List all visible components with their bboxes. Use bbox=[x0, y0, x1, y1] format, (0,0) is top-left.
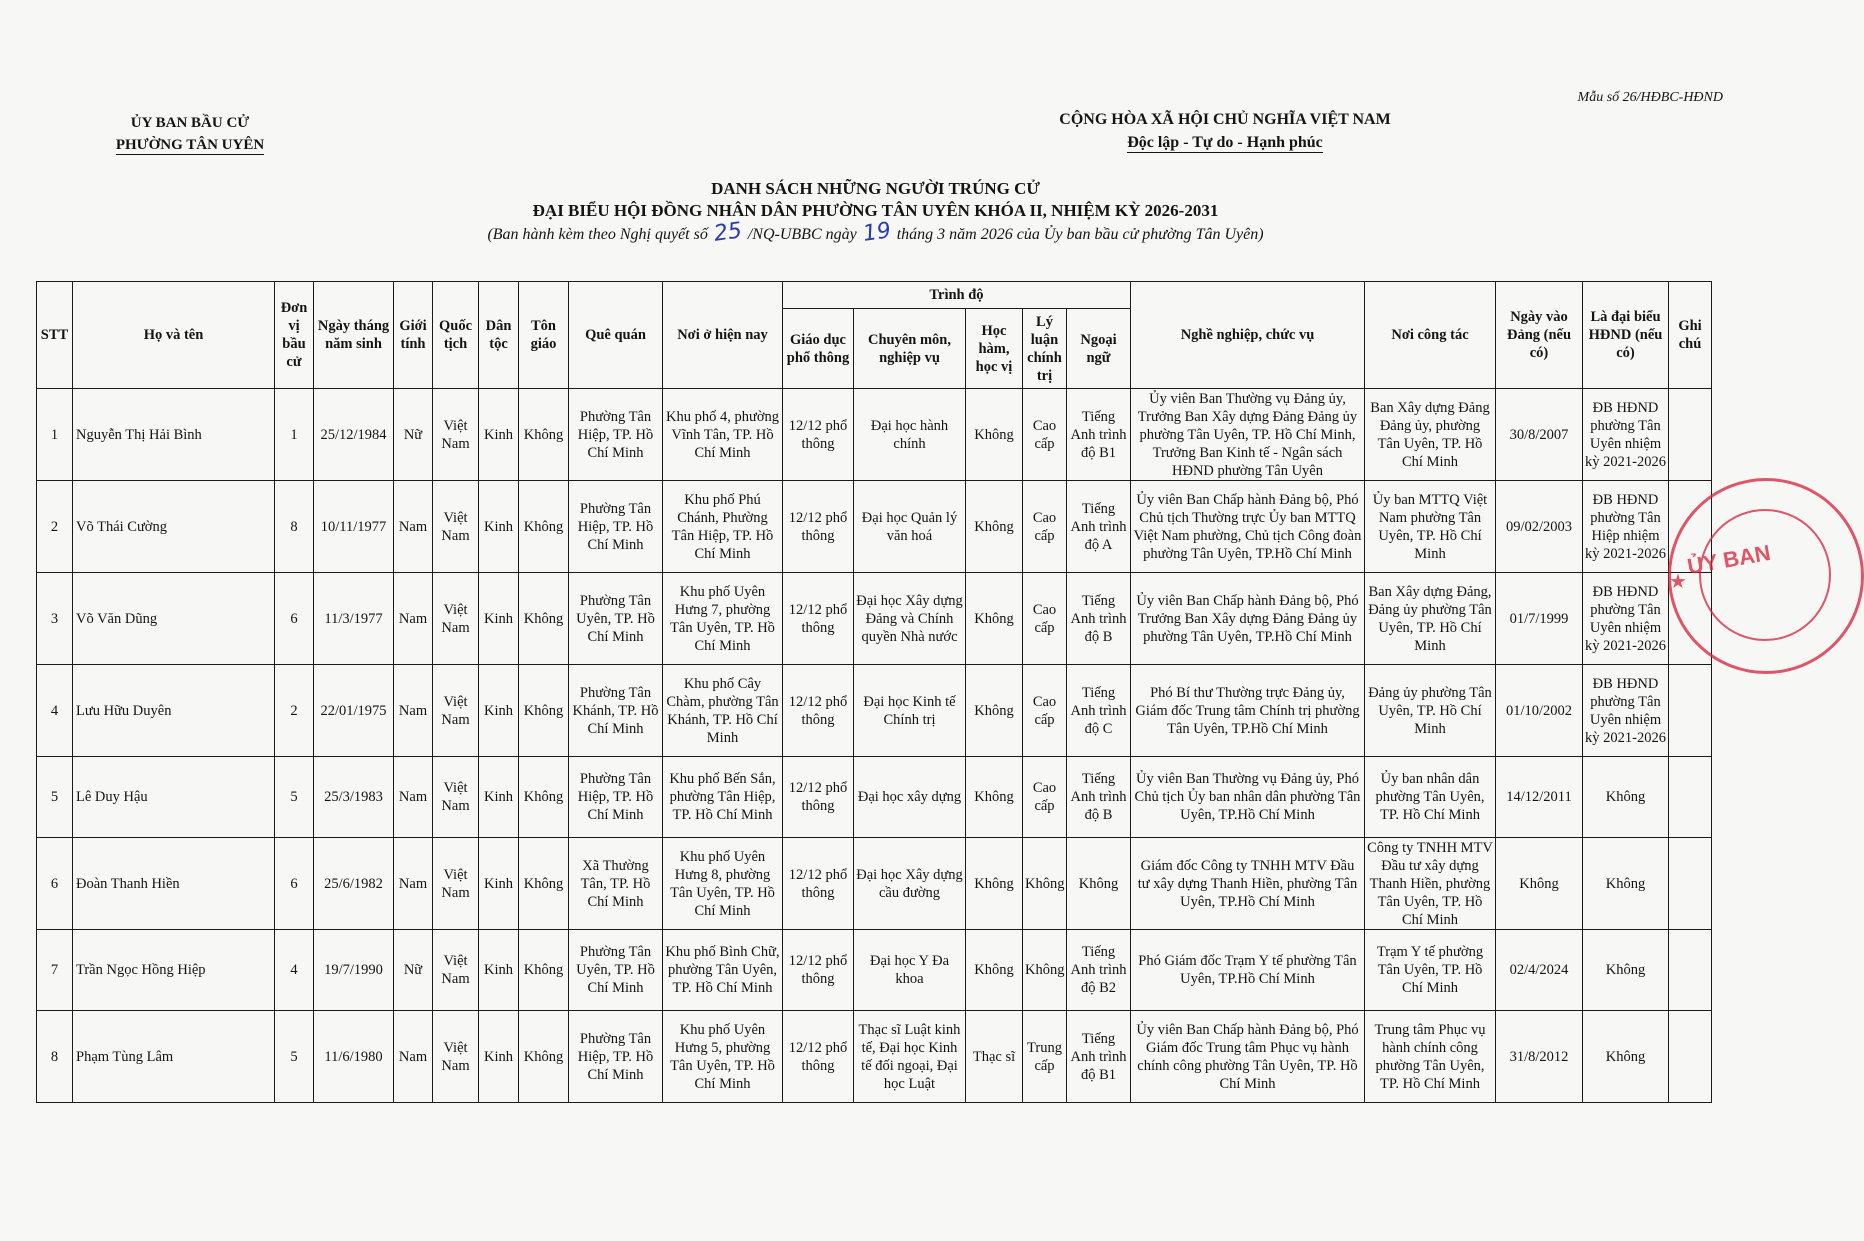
cell-party-date: Không bbox=[1496, 838, 1583, 930]
cell-political: Cao cấp bbox=[1023, 389, 1067, 481]
cell-religion: Không bbox=[519, 389, 569, 481]
cell-residence: Khu phố 4, phường Vĩnh Tân, TP. Hồ Chí Minh bbox=[663, 389, 783, 481]
cell-stt: 7 bbox=[37, 930, 73, 1011]
cell-general-edu: 12/12 phổ thông bbox=[783, 665, 854, 757]
header-stt: STT bbox=[37, 282, 73, 389]
title-line3-mid: /NQ-UBBC ngày bbox=[747, 226, 857, 243]
cell-residence: Khu phố Bến Sắn, phường Tân Hiệp, TP. Hồ Chí Minh bbox=[663, 757, 783, 838]
cell-language: Tiếng Anh trình độ B bbox=[1067, 757, 1131, 838]
cell-specialty: Đại học Y Đa khoa bbox=[854, 930, 966, 1011]
official-seal bbox=[1668, 478, 1864, 674]
cell-dob: 25/3/1983 bbox=[314, 757, 394, 838]
header-row-1 bbox=[37, 282, 1712, 309]
cell-note bbox=[1669, 1011, 1712, 1103]
cell-workplace: Ủy ban nhân dân phường Tân Uyên, TP. Hồ Chí Minh bbox=[1365, 757, 1496, 838]
cell-religion: Không bbox=[519, 1011, 569, 1103]
cell-gender: Nam bbox=[394, 573, 433, 665]
cell-is-delegate: Không bbox=[1583, 838, 1669, 930]
cell-workplace: Ủy ban MTTQ Việt Nam phường Tân Uyên, TP. Hồ Chí Minh bbox=[1365, 481, 1496, 573]
cell-is-delegate: ĐB HĐND phường Tân Uyên nhiệm kỳ 2021-2026 bbox=[1583, 573, 1669, 665]
cell-occupation: Ủy viên Ban Chấp hành Đảng bộ, Phó Giám đốc Trung tâm Phục vụ hành chính công phường Tân Uyên, TP. Hồ Chí Minh bbox=[1131, 1011, 1365, 1103]
table-row bbox=[37, 930, 1712, 1011]
table-row bbox=[37, 389, 1712, 481]
cell-degree: Không bbox=[966, 930, 1023, 1011]
header-workplace: Nơi công tác bbox=[1365, 282, 1496, 389]
cell-general-edu: 12/12 phổ thông bbox=[783, 481, 854, 573]
table-row bbox=[37, 838, 1712, 930]
cell-ethnicity: Kinh bbox=[479, 573, 519, 665]
cell-specialty: Đại học xây dựng bbox=[854, 757, 966, 838]
cell-gender: Nữ bbox=[394, 389, 433, 481]
cell-degree: Thạc sĩ bbox=[966, 1011, 1023, 1103]
cell-dob: 19/7/1990 bbox=[314, 930, 394, 1011]
cell-degree: Không bbox=[966, 665, 1023, 757]
cell-gender: Nam bbox=[394, 838, 433, 930]
candidates-table bbox=[36, 281, 1712, 1103]
cell-is-delegate: Không bbox=[1583, 1011, 1669, 1103]
cell-gender: Nam bbox=[394, 1011, 433, 1103]
cell-nationality: Việt Nam bbox=[433, 838, 479, 930]
cell-gender: Nữ bbox=[394, 930, 433, 1011]
cell-name: Phạm Tùng Lâm bbox=[73, 1011, 275, 1103]
cell-degree: Không bbox=[966, 389, 1023, 481]
cell-dob: 25/12/1984 bbox=[314, 389, 394, 481]
header-occupation: Nghề nghiệp, chức vụ bbox=[1131, 282, 1365, 389]
cell-nationality: Việt Nam bbox=[433, 665, 479, 757]
cell-nationality: Việt Nam bbox=[433, 573, 479, 665]
cell-unit: 4 bbox=[275, 930, 314, 1011]
cell-specialty: Đại học Xây dựng Đảng và Chính quyền Nhà nước bbox=[854, 573, 966, 665]
nation-line2: Độc lập - Tự do - Hạnh phúc bbox=[1127, 134, 1323, 151]
cell-unit: 5 bbox=[275, 757, 314, 838]
cell-occupation: Ủy viên Ban Chấp hành Đảng bộ, Phó Chủ tịch Thường trực Ủy ban MTTQ Việt Nam phường, Chủ tịch Công đoàn phường Tân Uyên, TP.Hồ Chí Minh bbox=[1131, 481, 1365, 573]
cell-specialty: Đại học Kinh tế Chính trị bbox=[854, 665, 966, 757]
cell-hometown: Phường Tân Hiệp, TP. Hồ Chí Minh bbox=[569, 1011, 663, 1103]
agency-line2: PHƯỜNG TÂN UYÊN bbox=[115, 137, 265, 153]
form-number: Mẫu số 26/HĐBC-HĐND bbox=[1577, 90, 1723, 105]
cell-party-date: 02/4/2024 bbox=[1496, 930, 1583, 1011]
cell-stt: 1 bbox=[37, 389, 73, 481]
cell-language: Tiếng Anh trình độ B2 bbox=[1067, 930, 1131, 1011]
cell-workplace: Ban Xây dựng Đảng, Đảng ủy phường Tân Uyên, TP. Hồ Chí Minh bbox=[1365, 573, 1496, 665]
cell-residence: Khu phố Uyên Hưng 7, phường Tân Uyên, TP. Hồ Chí Minh bbox=[663, 573, 783, 665]
cell-hometown: Phường Tân Uyên, TP. Hồ Chí Minh bbox=[569, 573, 663, 665]
cell-religion: Không bbox=[519, 838, 569, 930]
cell-unit: 6 bbox=[275, 573, 314, 665]
cell-dob: 22/01/1975 bbox=[314, 665, 394, 757]
cell-workplace: Trạm Y tế phường Tân Uyên, TP. Hồ Chí Minh bbox=[1365, 930, 1496, 1011]
cell-is-delegate: ĐB HĐND phường Tân Uyên nhiệm kỳ 2021-2026 bbox=[1583, 665, 1669, 757]
title-line3-prefix: (Ban hành kèm theo Nghị quyết số bbox=[487, 226, 708, 243]
cell-unit: 1 bbox=[275, 389, 314, 481]
header-degree: Học hàm, học vị bbox=[966, 309, 1023, 389]
cell-name: Võ Văn Dũng bbox=[73, 573, 275, 665]
cell-ethnicity: Kinh bbox=[479, 665, 519, 757]
cell-ethnicity: Kinh bbox=[479, 481, 519, 573]
cell-gender: Nam bbox=[394, 757, 433, 838]
header-name: Họ và tên bbox=[73, 282, 275, 389]
cell-language: Không bbox=[1067, 838, 1131, 930]
seal-inner-ring bbox=[1699, 509, 1831, 641]
cell-nationality: Việt Nam bbox=[433, 930, 479, 1011]
cell-occupation: Ủy viên Ban Thường vụ Đảng ủy, Phó Chủ tịch Ủy ban nhân dân phường Tân Uyên, TP.Hồ Chí Minh bbox=[1131, 757, 1365, 838]
header-is-delegate: Là đại biểu HĐND (nếu có) bbox=[1583, 282, 1669, 389]
cell-party-date: 09/02/2003 bbox=[1496, 481, 1583, 573]
cell-ethnicity: Kinh bbox=[479, 1011, 519, 1103]
cell-specialty: Đại học Quản lý văn hoá bbox=[854, 481, 966, 573]
cell-language: Tiếng Anh trình độ A bbox=[1067, 481, 1131, 573]
cell-note bbox=[1669, 838, 1712, 930]
cell-political: Cao cấp bbox=[1023, 481, 1067, 573]
cell-political: Cao cấp bbox=[1023, 665, 1067, 757]
cell-gender: Nam bbox=[394, 665, 433, 757]
cell-language: Tiếng Anh trình độ B1 bbox=[1067, 1011, 1131, 1103]
cell-party-date: 01/10/2002 bbox=[1496, 665, 1583, 757]
cell-occupation: Ủy viên Ban Chấp hành Đảng bộ, Phó Trưởng Ban Xây dựng Đảng Đảng ủy phường Tân Uyên, TP.Hồ Chí Minh bbox=[1131, 573, 1365, 665]
cell-dob: 11/6/1980 bbox=[314, 1011, 394, 1103]
cell-specialty: Đại học Xây dựng cầu đường bbox=[854, 838, 966, 930]
cell-general-edu: 12/12 phổ thông bbox=[783, 389, 854, 481]
cell-gender: Nam bbox=[394, 481, 433, 573]
cell-residence: Khu phố Bình Chữ, phường Tân Uyên, TP. Hồ Chí Minh bbox=[663, 930, 783, 1011]
nation-line1: CỘNG HÒA XÃ HỘI CHỦ NGHĨA VIỆT NAM bbox=[1059, 111, 1391, 128]
header-party-date: Ngày vào Đảng (nếu có) bbox=[1496, 282, 1583, 389]
header-hometown: Quê quán bbox=[569, 282, 663, 389]
cell-is-delegate: Không bbox=[1583, 757, 1669, 838]
cell-dob: 10/11/1977 bbox=[314, 481, 394, 573]
cell-name: Võ Thái Cường bbox=[73, 481, 275, 573]
title-line3 bbox=[0, 218, 1751, 247]
cell-residence: Khu phố Uyên Hưng 8, phường Tân Uyên, TP. Hồ Chí Minh bbox=[663, 838, 783, 930]
cell-hometown: Phường Tân Hiệp, TP. Hồ Chí Minh bbox=[569, 481, 663, 573]
cell-residence: Khu phố Uyên Hưng 5, phường Tân Uyên, TP. Hồ Chí Minh bbox=[663, 1011, 783, 1103]
cell-political: Không bbox=[1023, 838, 1067, 930]
cell-workplace: Công ty TNHH MTV Đầu tư xây dựng Thanh Hiền, phường Tân Uyên, TP. Hồ Chí Minh bbox=[1365, 838, 1496, 930]
cell-occupation: Phó Giám đốc Trạm Y tế phường Tân Uyên, TP.Hồ Chí Minh bbox=[1131, 930, 1365, 1011]
document-title bbox=[0, 178, 1751, 246]
cell-degree: Không bbox=[966, 838, 1023, 930]
cell-unit: 8 bbox=[275, 481, 314, 573]
cell-stt: 4 bbox=[37, 665, 73, 757]
cell-name: Lê Duy Hậu bbox=[73, 757, 275, 838]
cell-hometown: Xã Thường Tân, TP. Hồ Chí Minh bbox=[569, 838, 663, 930]
cell-residence: Khu phố Cây Chàm, phường Tân Khánh, TP. Hồ Chí Minh bbox=[663, 665, 783, 757]
cell-is-delegate: ĐB HĐND phường Tân Hiệp nhiệm kỳ 2021-2026 bbox=[1583, 481, 1669, 573]
cell-note bbox=[1669, 757, 1712, 838]
header-gender: Giới tính bbox=[394, 282, 433, 389]
cell-language: Tiếng Anh trình độ B1 bbox=[1067, 389, 1131, 481]
cell-religion: Không bbox=[519, 481, 569, 573]
cell-hometown: Phường Tân Uyên, TP. Hồ Chí Minh bbox=[569, 930, 663, 1011]
cell-dob: 11/3/1977 bbox=[314, 573, 394, 665]
cell-stt: 5 bbox=[37, 757, 73, 838]
header-language: Ngoại ngữ bbox=[1067, 309, 1131, 389]
cell-general-edu: 12/12 phổ thông bbox=[783, 1011, 854, 1103]
cell-nationality: Việt Nam bbox=[433, 757, 479, 838]
cell-stt: 3 bbox=[37, 573, 73, 665]
cell-hometown: Phường Tân Khánh, TP. Hồ Chí Minh bbox=[569, 665, 663, 757]
cell-religion: Không bbox=[519, 573, 569, 665]
header-religion: Tôn giáo bbox=[519, 282, 569, 389]
header-dob: Ngày tháng năm sinh bbox=[314, 282, 394, 389]
cell-workplace: Đảng ủy phường Tân Uyên, TP. Hồ Chí Minh bbox=[1365, 665, 1496, 757]
cell-unit: 6 bbox=[275, 838, 314, 930]
cell-language: Tiếng Anh trình độ C bbox=[1067, 665, 1131, 757]
cell-note bbox=[1669, 930, 1712, 1011]
seal-text: ỦY BAN bbox=[1685, 539, 1773, 580]
cell-nationality: Việt Nam bbox=[433, 389, 479, 481]
cell-nationality: Việt Nam bbox=[433, 1011, 479, 1103]
cell-party-date: 31/8/2012 bbox=[1496, 1011, 1583, 1103]
cell-political: Không bbox=[1023, 930, 1067, 1011]
header-ethnicity: Dân tộc bbox=[479, 282, 519, 389]
header-unit: Đơn vị bầu cử bbox=[275, 282, 314, 389]
cell-political: Cao cấp bbox=[1023, 573, 1067, 665]
cell-ethnicity: Kinh bbox=[479, 930, 519, 1011]
cell-ethnicity: Kinh bbox=[479, 389, 519, 481]
cell-stt: 6 bbox=[37, 838, 73, 930]
cell-language: Tiếng Anh trình độ B bbox=[1067, 573, 1131, 665]
cell-ethnicity: Kinh bbox=[479, 757, 519, 838]
cell-general-edu: 12/12 phổ thông bbox=[783, 573, 854, 665]
cell-note bbox=[1669, 665, 1712, 757]
cell-party-date: 01/7/1999 bbox=[1496, 573, 1583, 665]
cell-degree: Không bbox=[966, 481, 1023, 573]
cell-workplace: Ban Xây dựng Đảng Đảng ủy, phường Tân Uyên, TP. Hồ Chí Minh bbox=[1365, 389, 1496, 481]
cell-occupation: Ủy viên Ban Thường vụ Đảng ủy, Trưởng Ban Xây dựng Đảng Đảng ủy phường Tân Uyên, TP. Hồ Chí Minh, Trưởng Ban Kinh tế - Ngân sách HĐND phường Tân Uyên bbox=[1131, 389, 1365, 481]
cell-dob: 25/6/1982 bbox=[314, 838, 394, 930]
cell-unit: 5 bbox=[275, 1011, 314, 1103]
issuing-agency bbox=[75, 112, 305, 156]
cell-party-date: 30/8/2007 bbox=[1496, 389, 1583, 481]
title-line3-suffix: tháng 3 năm 2026 của Ủy ban bầu cử phường Tân Uyên) bbox=[896, 226, 1264, 243]
cell-name: Nguyễn Thị Hải Bình bbox=[73, 389, 275, 481]
header-general-edu: Giáo dục phổ thông bbox=[783, 309, 854, 389]
cell-religion: Không bbox=[519, 757, 569, 838]
cell-is-delegate: ĐB HĐND phường Tân Uyên nhiệm kỳ 2021-2026 bbox=[1583, 389, 1669, 481]
cell-party-date: 14/12/2011 bbox=[1496, 757, 1583, 838]
cell-residence: Khu phố Phú Chánh, Phường Tân Hiệp, TP. Hồ Chí Minh bbox=[663, 481, 783, 573]
cell-general-edu: 12/12 phổ thông bbox=[783, 930, 854, 1011]
header-specialty: Chuyên môn, nghiệp vụ bbox=[854, 309, 966, 389]
cell-hometown: Phường Tân Hiệp, TP. Hồ Chí Minh bbox=[569, 757, 663, 838]
cell-name: Trần Ngọc Hồng Hiệp bbox=[73, 930, 275, 1011]
cell-political: Trung cấp bbox=[1023, 1011, 1067, 1103]
cell-specialty: Thạc sĩ Luật kinh tế, Đại học Kinh tế đối ngoại, Đại học Luật bbox=[854, 1011, 966, 1103]
cell-name: Đoàn Thanh Hiền bbox=[73, 838, 275, 930]
cell-occupation: Giám đốc Công ty TNHH MTV Đầu tư xây dựng Thanh Hiền, phường Tân Uyên, TP.Hồ Chí Minh bbox=[1131, 838, 1365, 930]
table-row bbox=[37, 573, 1712, 665]
header-note: Ghi chú bbox=[1669, 282, 1712, 389]
cell-religion: Không bbox=[519, 665, 569, 757]
cell-degree: Không bbox=[966, 573, 1023, 665]
table-row bbox=[37, 665, 1712, 757]
title-line1: DANH SÁCH NHỮNG NGƯỜI TRÚNG CỬ bbox=[711, 179, 1040, 198]
header-education-group: Trình độ bbox=[783, 282, 1131, 309]
cell-occupation: Phó Bí thư Thường trực Đảng ủy, Giám đốc Trung tâm Chính trị phường Tân Uyên, TP.Hồ Chí Minh bbox=[1131, 665, 1365, 757]
cell-is-delegate: Không bbox=[1583, 930, 1669, 1011]
header-residence: Nơi ở hiện nay bbox=[663, 282, 783, 389]
cell-name: Lưu Hữu Duyên bbox=[73, 665, 275, 757]
cell-religion: Không bbox=[519, 930, 569, 1011]
cell-specialty: Đại học hành chính bbox=[854, 389, 966, 481]
resolution-day: 19 bbox=[861, 218, 893, 247]
cell-political: Cao cấp bbox=[1023, 757, 1067, 838]
seal-star-icon: ★ bbox=[1669, 571, 1687, 593]
table-row bbox=[37, 481, 1712, 573]
cell-note bbox=[1669, 389, 1712, 481]
cell-stt: 8 bbox=[37, 1011, 73, 1103]
cell-unit: 2 bbox=[275, 665, 314, 757]
cell-ethnicity: Kinh bbox=[479, 838, 519, 930]
cell-general-edu: 12/12 phổ thông bbox=[783, 757, 854, 838]
cell-stt: 2 bbox=[37, 481, 73, 573]
national-motto bbox=[1040, 108, 1410, 154]
cell-degree: Không bbox=[966, 757, 1023, 838]
agency-line1: ỦY BAN BẦU CỬ bbox=[130, 115, 250, 131]
cell-nationality: Việt Nam bbox=[433, 481, 479, 573]
cell-general-edu: 12/12 phổ thông bbox=[783, 838, 854, 930]
title-line2: ĐẠI BIỂU HỘI ĐỒNG NHÂN DÂN PHƯỜNG TÂN UYÊN KHÓA II, NHIỆM KỲ 2026-2031 bbox=[532, 201, 1219, 220]
table-row bbox=[37, 757, 1712, 838]
cell-workplace: Trung tâm Phục vụ hành chính công phường Tân Uyên, TP. Hồ Chí Minh bbox=[1365, 1011, 1496, 1103]
resolution-number: 25 bbox=[712, 218, 744, 247]
header-nationality: Quốc tịch bbox=[433, 282, 479, 389]
cell-hometown: Phường Tân Hiệp, TP. Hồ Chí Minh bbox=[569, 389, 663, 481]
table-row bbox=[37, 1011, 1712, 1103]
header-political: Lý luận chính trị bbox=[1023, 309, 1067, 389]
